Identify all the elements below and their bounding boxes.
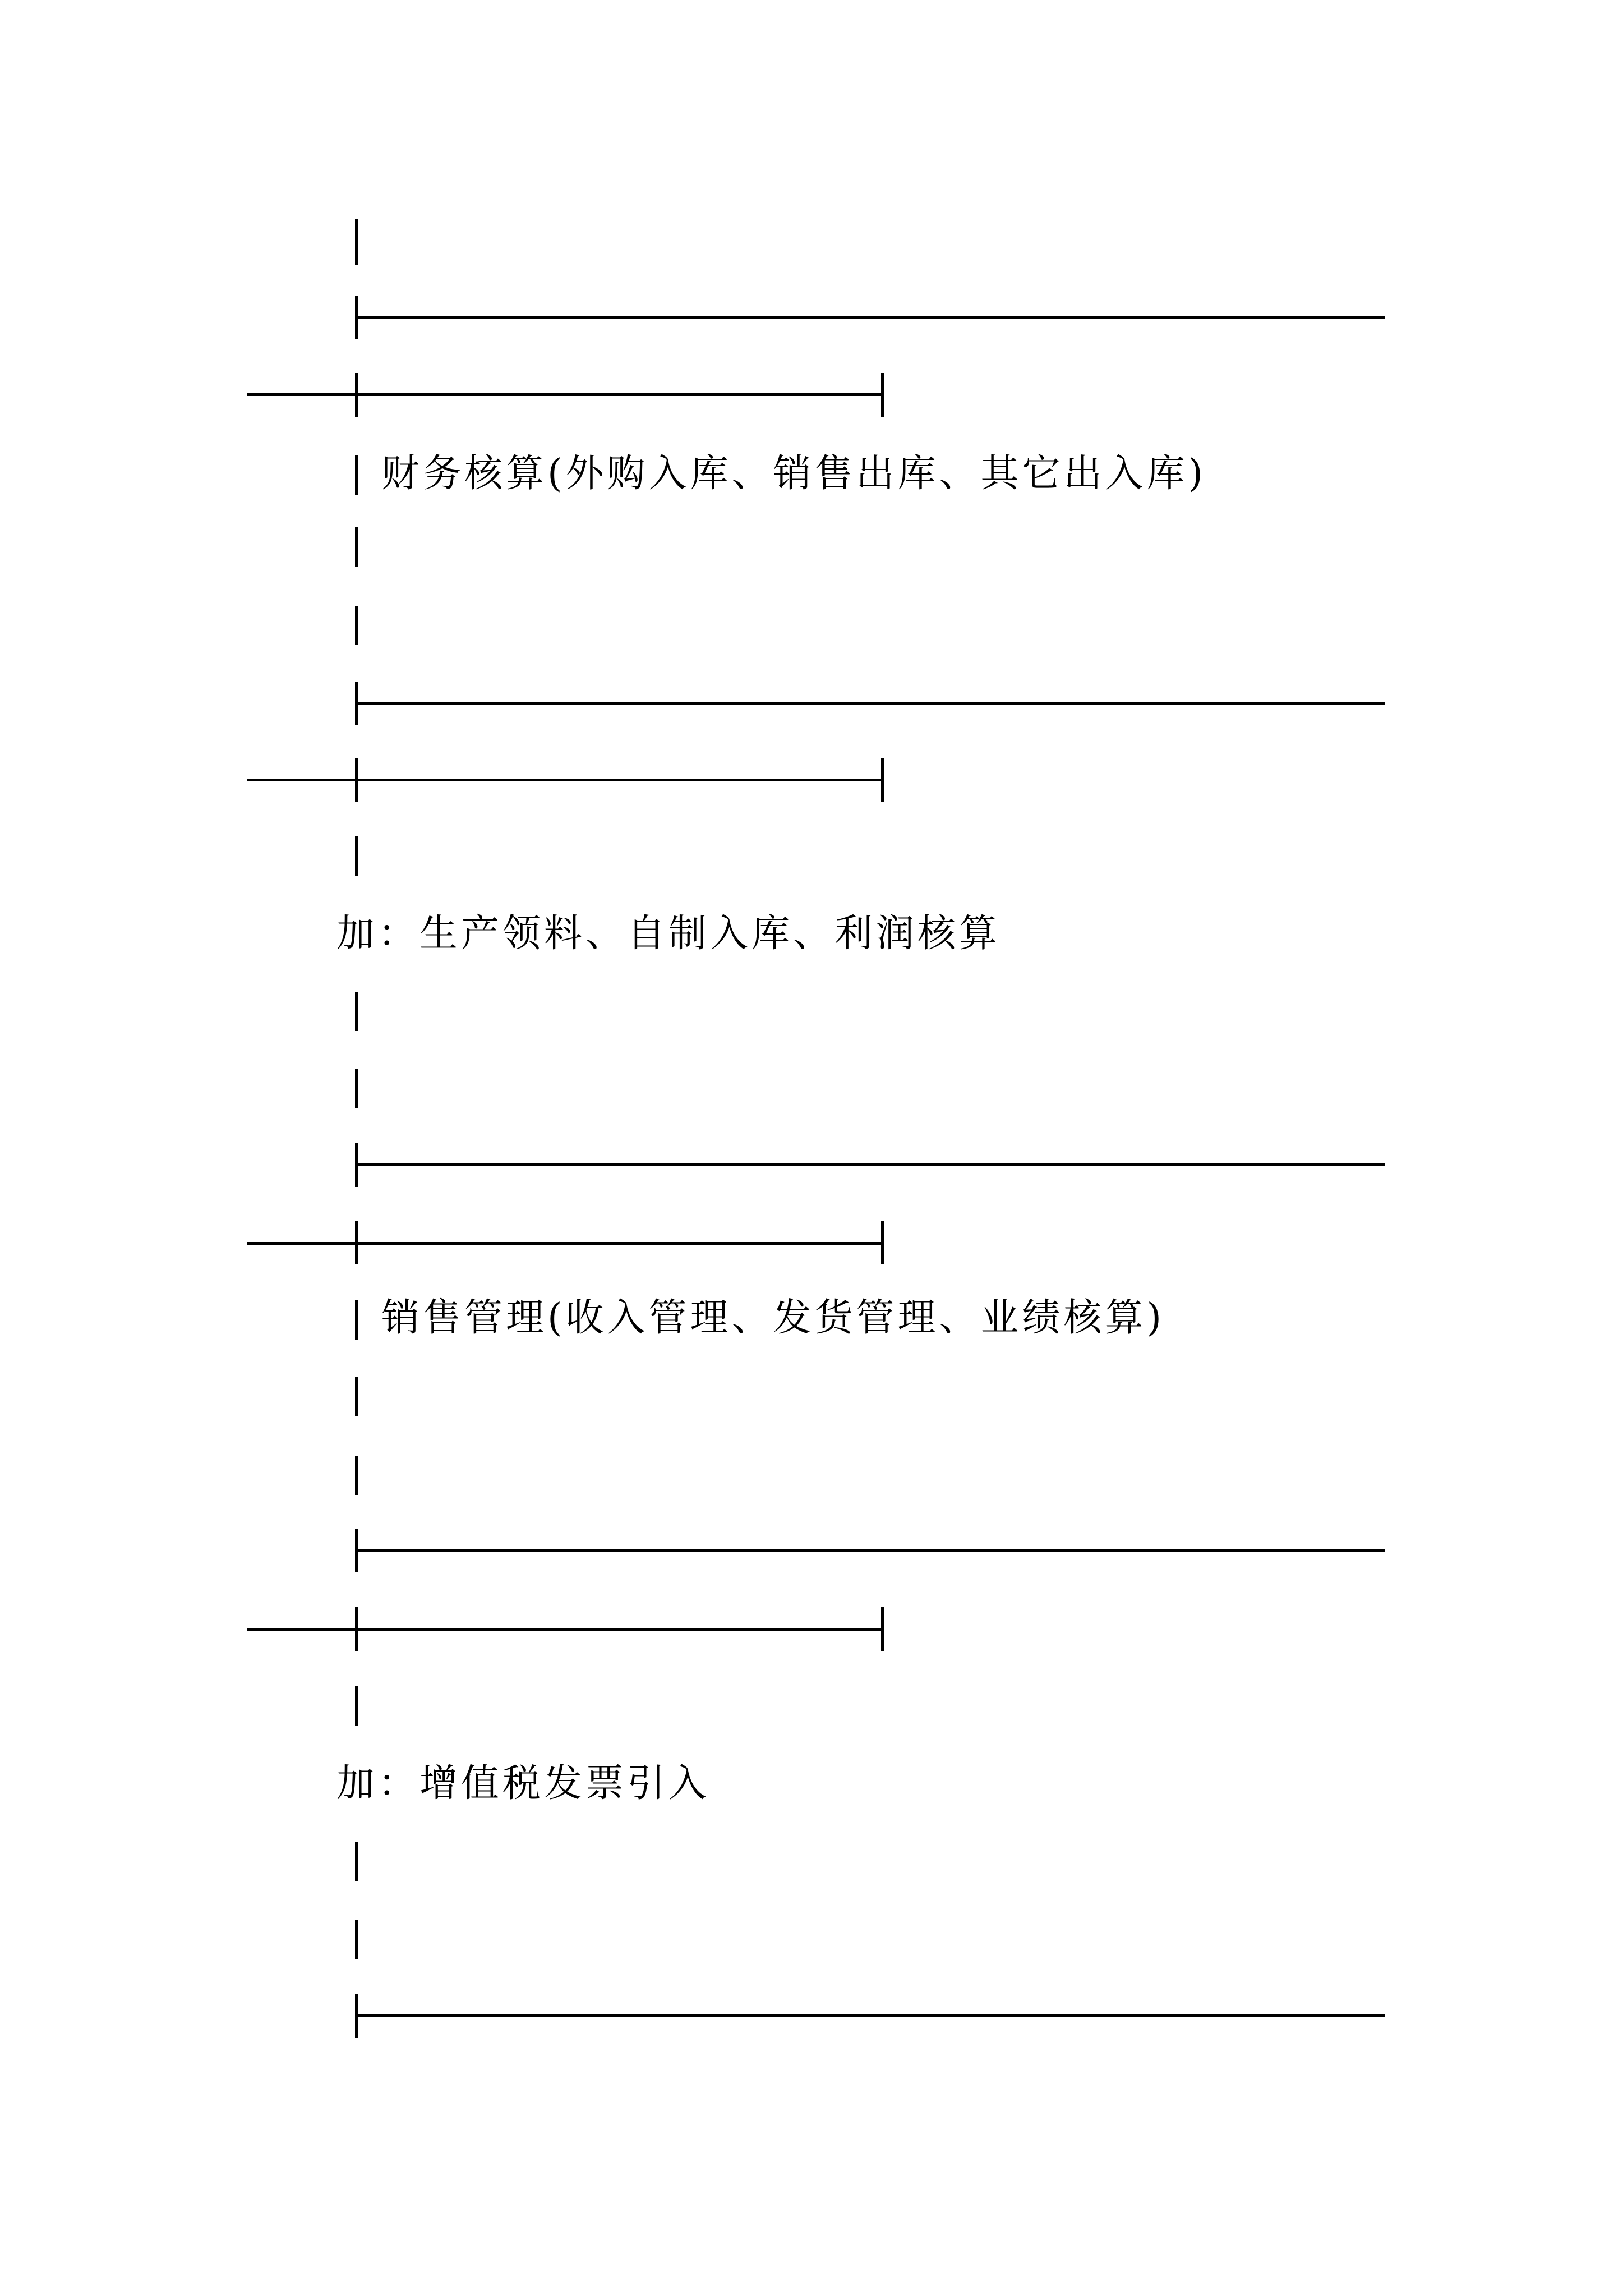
tree-vertical-bar — [355, 1842, 358, 1881]
branch-tick — [355, 373, 358, 417]
branch-long-line — [358, 1163, 1385, 1166]
branch-short-line — [247, 393, 883, 396]
tree-vertical-bar — [355, 1456, 358, 1495]
branch-short-line — [247, 1242, 883, 1245]
tree-vertical-bar — [355, 1686, 358, 1726]
branch-tick — [355, 758, 358, 802]
tree-vertical-bar — [355, 455, 358, 495]
tree-vertical-bar — [355, 527, 358, 567]
branch-short-line — [247, 779, 883, 781]
tree-vertical-bar — [355, 1920, 358, 1959]
branch-end-tick — [881, 373, 884, 417]
branch-end-tick — [881, 1221, 884, 1264]
branch-short-line — [247, 1628, 883, 1631]
node-label-vat-invoice: 加：增值税发票引入 — [336, 1761, 711, 1806]
branch-long-line — [358, 702, 1385, 705]
node-label-sales: 销售管理(收入管理、发货管理、业绩核算) — [381, 1296, 1165, 1340]
branch-tick — [355, 1221, 358, 1264]
node-label-production: 加：生产领料、自制入库、利润核算 — [336, 912, 1001, 956]
tree-vertical-bar — [355, 1377, 358, 1416]
tree-vertical-bar — [355, 606, 358, 645]
tree-vertical-bar — [355, 1069, 358, 1108]
branch-long-line — [358, 316, 1385, 319]
tree-vertical-bar — [355, 219, 358, 265]
branch-end-tick — [881, 758, 884, 802]
branch-long-line — [358, 2014, 1385, 2017]
branch-long-line — [358, 1549, 1385, 1552]
tree-vertical-bar — [355, 992, 358, 1031]
tree-vertical-bar — [355, 1300, 358, 1340]
node-label-finance: 财务核算(外购入库、销售出库、其它出入库) — [381, 452, 1207, 496]
tree-vertical-bar — [355, 836, 358, 876]
branch-tick — [355, 1607, 358, 1651]
branch-end-tick — [881, 1607, 884, 1651]
